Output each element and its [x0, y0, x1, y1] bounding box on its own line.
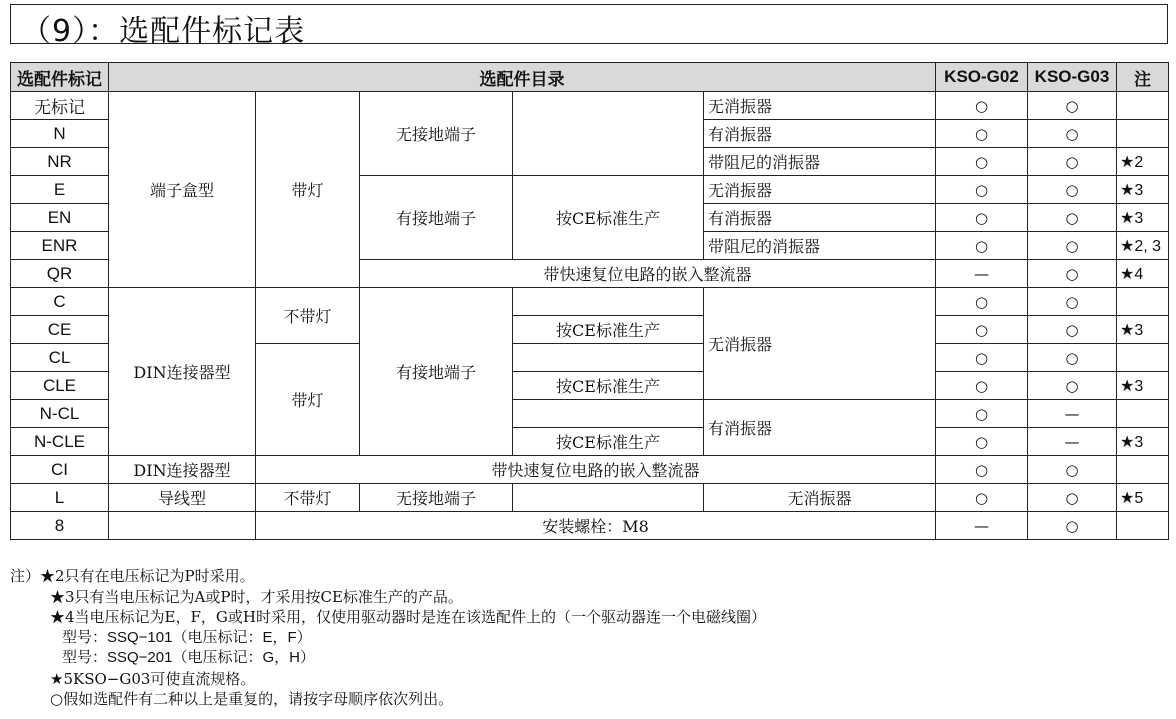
kso-g02-value: ○ — [936, 204, 1028, 232]
header-mark: 选配件标记 — [11, 63, 109, 92]
note-value: ★3 — [1117, 428, 1169, 456]
header-kso-g03: KSO-G03 — [1028, 63, 1117, 92]
option-code: CLE — [11, 372, 109, 400]
surge-damped: 带阻尼的消振器 — [704, 148, 936, 176]
kso-g02-value: ○ — [936, 344, 1028, 372]
note-value — [1117, 120, 1169, 148]
note-value — [1117, 288, 1169, 316]
option-code: N — [11, 120, 109, 148]
kso-g02-value: — — [936, 512, 1028, 540]
surge-none: 无消振器 — [704, 484, 936, 512]
option-code: 8 — [11, 512, 109, 540]
option-code: CL — [11, 344, 109, 372]
mounting-bolt-description: 安装螺栓：M8 — [256, 512, 936, 540]
option-code: CE — [11, 316, 109, 344]
kso-g03-value: ○ — [1028, 148, 1117, 176]
option-code: QR — [11, 260, 109, 288]
footnote: ★3只有当电压标记为A或P时，才采用按CE标准生产的产品。 — [50, 587, 463, 606]
note-value: ★2 — [1117, 148, 1169, 176]
ce-empty-cell — [513, 344, 704, 372]
note-value: ★3 — [1117, 316, 1169, 344]
footnotes — [10, 566, 766, 710]
terminal-ground: 有接地端子 — [360, 176, 513, 260]
footnote: 型号：SSQ−201（电压标记：G，H） — [62, 649, 315, 666]
kso-g03-value: — — [1028, 400, 1117, 428]
group-terminal-box: 端子盒型 — [109, 92, 256, 288]
table-row — [11, 92, 1169, 120]
table-row — [11, 512, 1169, 540]
option-code: EN — [11, 204, 109, 232]
surge-damped: 带阻尼的消振器 — [704, 232, 936, 260]
note-value: ★4 — [1117, 260, 1169, 288]
kso-g02-value: ○ — [936, 148, 1028, 176]
footnote: 型号：SSQ−101（电压标记：E，F） — [62, 628, 312, 646]
ce-empty-cell — [513, 484, 704, 512]
kso-g03-value: ○ — [1028, 512, 1117, 540]
option-code: 无标记 — [11, 92, 109, 120]
terminal-no-ground: 无接地端子 — [360, 92, 513, 176]
table-row — [11, 456, 1169, 484]
option-code: ENR — [11, 232, 109, 260]
kso-g02-value: ○ — [936, 288, 1028, 316]
option-code: N-CLE — [11, 428, 109, 456]
header-note: 注 — [1117, 63, 1169, 92]
note-value — [1117, 456, 1169, 484]
ce-standard: 按CE标准生产 — [513, 428, 704, 456]
lamp-without: 不带灯 — [256, 288, 360, 344]
footnote: 注）★2只有在电压标记为P时采用。 — [10, 567, 255, 585]
kso-g03-value: ○ — [1028, 456, 1117, 484]
footnote: ○假如选配件有二种以上是重复的，请按字母顺序依次列出。 — [50, 690, 454, 708]
rectifier-description: 带快速复位电路的嵌入整流器 — [360, 260, 936, 288]
kso-g03-value: ○ — [1028, 288, 1117, 316]
note-value — [1117, 344, 1169, 372]
ce-empty-cell — [513, 92, 704, 176]
kso-g03-value: ○ — [1028, 204, 1117, 232]
kso-g03-value: ○ — [1028, 120, 1117, 148]
note-value: ★3 — [1117, 176, 1169, 204]
kso-g02-value: ○ — [936, 92, 1028, 120]
group-din-connector: DIN连接器型 — [109, 288, 256, 456]
kso-g03-value: ○ — [1028, 176, 1117, 204]
note-value: ★5 — [1117, 484, 1169, 512]
kso-g03-value: ○ — [1028, 344, 1117, 372]
kso-g02-value: ○ — [936, 484, 1028, 512]
group-lead-wire: 导线型 — [109, 484, 256, 512]
option-code: L — [11, 484, 109, 512]
lamp-without: 不带灯 — [256, 484, 360, 512]
surge-with: 有消振器 — [704, 400, 936, 456]
option-code: E — [11, 176, 109, 204]
terminal-ground: 有接地端子 — [360, 288, 513, 456]
surge-with: 有消振器 — [704, 204, 936, 232]
header-row — [11, 63, 1169, 92]
terminal-no-ground: 无接地端子 — [360, 484, 513, 512]
surge-none: 无消振器 — [704, 288, 936, 400]
kso-g02-value: ○ — [936, 316, 1028, 344]
note-value: ★2, 3 — [1117, 232, 1169, 260]
footnote: ★4当电压标记为E，F，G或H时采用，仅使用驱动器时是连在该选配件上的（一个驱动器连一个电磁线圈） — [50, 608, 766, 626]
note-value — [1117, 400, 1169, 428]
kso-g02-value: ○ — [936, 456, 1028, 484]
header-kso-g02: KSO-G02 — [936, 63, 1028, 92]
ce-standard: 按CE标准生产 — [513, 176, 704, 260]
table-row — [11, 288, 1169, 316]
kso-g02-value: ○ — [936, 372, 1028, 400]
kso-g03-value: ○ — [1028, 232, 1117, 260]
kso-g03-value: ○ — [1028, 260, 1117, 288]
kso-g02-value: ○ — [936, 176, 1028, 204]
ce-empty-cell — [513, 288, 704, 316]
note-value — [1117, 512, 1169, 540]
section-title-box — [10, 4, 1168, 49]
lamp-with: 带灯 — [256, 344, 360, 456]
option-mark-table — [10, 62, 1169, 540]
kso-g03-value: ○ — [1028, 92, 1117, 120]
ce-empty-cell — [513, 400, 704, 428]
kso-g02-value: ○ — [936, 428, 1028, 456]
table-row — [11, 484, 1169, 512]
header-catalog: 选配件目录 — [109, 63, 936, 92]
surge-none: 无消振器 — [704, 92, 936, 120]
kso-g02-value: ○ — [936, 400, 1028, 428]
group-empty-cell — [109, 512, 256, 540]
kso-g02-value: — — [936, 260, 1028, 288]
kso-g03-value: ○ — [1028, 372, 1117, 400]
note-value: ★3 — [1117, 204, 1169, 232]
kso-g03-value: ○ — [1028, 484, 1117, 512]
kso-g02-value: ○ — [936, 232, 1028, 260]
note-value: ★3 — [1117, 372, 1169, 400]
rectifier-description: 带快速复位电路的嵌入整流器 — [256, 456, 936, 484]
kso-g02-value: ○ — [936, 120, 1028, 148]
surge-none: 无消振器 — [704, 176, 936, 204]
kso-g03-value: ○ — [1028, 316, 1117, 344]
option-code: NR — [11, 148, 109, 176]
ce-standard: 按CE标准生产 — [513, 372, 704, 400]
kso-g03-value: — — [1028, 428, 1117, 456]
option-code: N-CL — [11, 400, 109, 428]
option-code: CI — [11, 456, 109, 484]
lamp-with: 带灯 — [256, 92, 360, 288]
footnote: ★5KSO−G03可使直流规格。 — [50, 669, 256, 688]
option-code: C — [11, 288, 109, 316]
page-title: （9）：选配件标记表 — [21, 14, 306, 49]
surge-with: 有消振器 — [704, 120, 936, 148]
group-din-connector: DIN连接器型 — [109, 456, 256, 484]
note-value — [1117, 92, 1169, 120]
ce-standard: 按CE标准生产 — [513, 316, 704, 344]
